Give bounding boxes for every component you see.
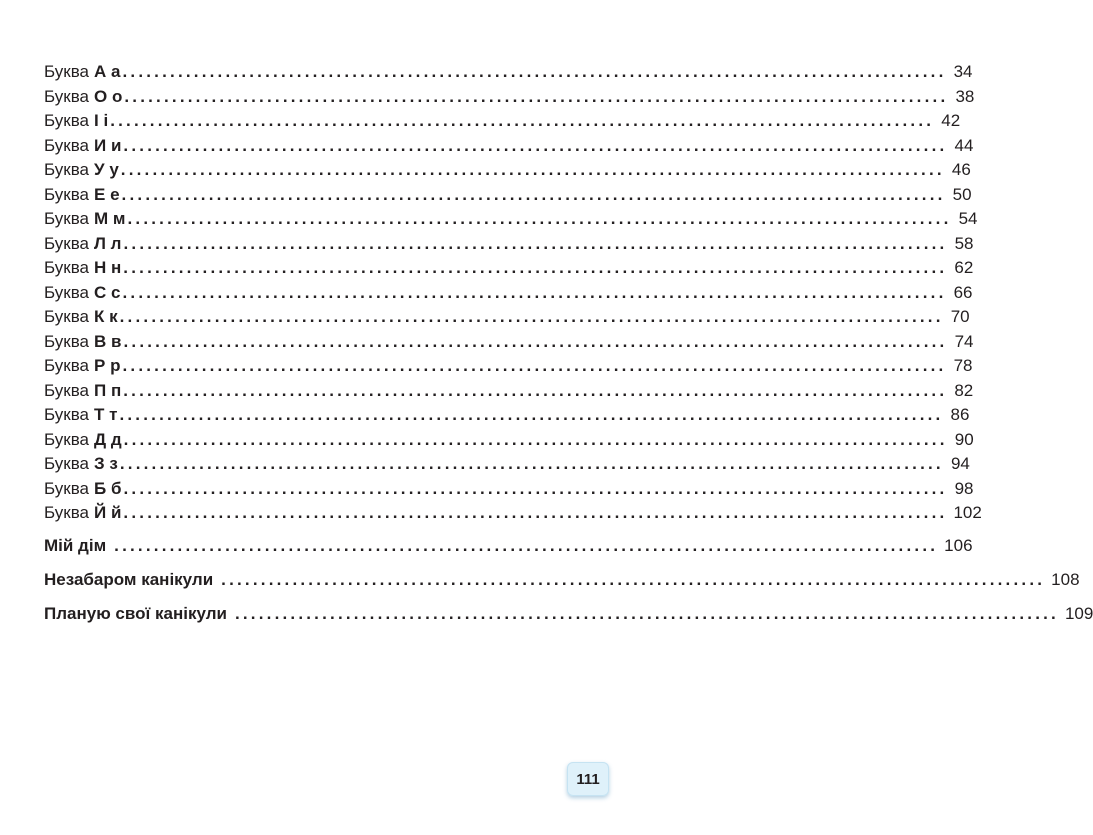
entry-page: 94 xyxy=(950,454,970,473)
toc-entry-letter-l[interactable] xyxy=(44,232,974,257)
entry-word: Буква xyxy=(44,380,90,400)
section-title: Планую свої канікули xyxy=(44,603,227,623)
toc-section-plan-holidays[interactable] xyxy=(44,597,1093,631)
dot-leader: ........................................................................................................ xyxy=(122,282,947,302)
entry-letter: Н н xyxy=(94,258,122,277)
toc-entry-letter-e[interactable] xyxy=(44,183,972,208)
entry-letter: І і xyxy=(94,111,109,130)
entry-page: 102 xyxy=(953,503,982,522)
entry-word: Буква xyxy=(44,111,90,130)
entry-letter: О о xyxy=(94,86,123,106)
dot-leader: ........................................................................................................ xyxy=(234,603,1059,623)
entry-letter: Д д xyxy=(94,429,122,449)
entry-letter: П п xyxy=(94,380,122,400)
entry-letter: Е е xyxy=(94,184,120,204)
toc-entry-letter-o[interactable] xyxy=(44,85,975,110)
toc-entry-letter-yi[interactable] xyxy=(44,501,982,526)
toc-entry-letter-k[interactable] xyxy=(44,305,970,330)
entry-word: Буква xyxy=(44,160,90,179)
entry-word: Буква xyxy=(44,454,90,473)
section-page: 109 xyxy=(1064,603,1093,623)
entry-page: 98 xyxy=(954,478,974,498)
toc-entry-letter-a[interactable] xyxy=(44,60,973,85)
entry-page: 82 xyxy=(954,380,974,400)
dot-leader: ........................................................................................................ xyxy=(122,62,947,81)
dot-leader: ........................................................................................................ xyxy=(110,111,935,130)
entry-letter: Р р xyxy=(94,356,121,375)
entry-letter: Т т xyxy=(94,405,118,424)
entry-word: Буква xyxy=(44,209,90,228)
entry-page: 34 xyxy=(953,62,973,81)
entry-word: Буква xyxy=(44,405,90,424)
entry-word: Буква xyxy=(44,258,90,277)
entry-letter: З з xyxy=(94,454,118,473)
entry-letter: Б б xyxy=(94,478,122,498)
section-title: Незабаром канікули xyxy=(44,569,214,589)
entry-word: Буква xyxy=(44,331,90,351)
toc-entry-letter-y[interactable] xyxy=(44,134,974,159)
entry-word: Буква xyxy=(44,307,90,326)
entry-page: 46 xyxy=(951,160,971,179)
toc-entry-letter-u[interactable] xyxy=(44,158,971,183)
section-page: 106 xyxy=(944,535,973,555)
dot-leader: ........................................................................................................ xyxy=(114,535,939,555)
dot-leader: ........................................................................................................ xyxy=(120,160,945,179)
entry-word: Буква xyxy=(44,233,90,253)
entry-page: 90 xyxy=(954,429,974,449)
dot-leader: ........................................................................................................ xyxy=(119,405,944,424)
entry-page: 70 xyxy=(950,307,970,326)
dot-leader: ........................................................................................................ xyxy=(123,380,948,400)
toc-section-holidays-soon[interactable] xyxy=(44,563,1080,597)
entry-word: Буква xyxy=(44,86,90,106)
entry-word: Буква xyxy=(44,478,90,498)
entry-word: Буква xyxy=(44,62,90,81)
dot-leader: ........................................................................................................ xyxy=(122,356,947,375)
dot-leader: ........................................................................................................ xyxy=(123,429,948,449)
entry-letter: В в xyxy=(94,331,122,351)
dot-leader: ........................................................................................................ xyxy=(123,478,948,498)
entry-page: 54 xyxy=(958,209,978,228)
entry-page: 50 xyxy=(952,184,972,204)
entry-letter: М м xyxy=(94,209,126,228)
dot-leader: ........................................................................................................ xyxy=(127,209,952,228)
entry-word: Буква xyxy=(44,135,90,155)
toc-entry-letter-i[interactable] xyxy=(44,109,961,134)
dot-leader: ........................................................................................................ xyxy=(221,569,1046,589)
entry-page: 78 xyxy=(953,356,973,375)
dot-leader: ........................................................................................................ xyxy=(119,454,944,473)
entry-word: Буква xyxy=(44,356,90,375)
toc-entry-letter-m[interactable] xyxy=(44,207,978,232)
toc-entry-letter-t[interactable] xyxy=(44,403,970,428)
toc-entry-letter-d[interactable] xyxy=(44,428,974,453)
entry-page: 62 xyxy=(954,258,974,277)
entry-word: Буква xyxy=(44,429,90,449)
toc-entry-letter-b[interactable] xyxy=(44,477,974,502)
entry-page: 74 xyxy=(954,331,974,351)
toc-entry-letter-s[interactable] xyxy=(44,281,973,306)
toc-entry-letter-n[interactable] xyxy=(44,256,974,281)
toc-entry-letter-p[interactable] xyxy=(44,379,974,404)
section-page: 108 xyxy=(1051,569,1080,589)
entry-word: Буква xyxy=(44,282,90,302)
dot-leader: ........................................................................................................ xyxy=(123,258,948,277)
dot-leader: ........................................................................................................ xyxy=(124,86,949,106)
entry-letter: У у xyxy=(94,160,119,179)
table-of-contents xyxy=(44,60,1093,631)
dot-leader: ........................................................................................................ xyxy=(123,233,948,253)
entry-page: 58 xyxy=(954,233,974,253)
entry-word: Буква xyxy=(44,184,90,204)
dot-leader: ........................................................................................................ xyxy=(123,135,948,155)
section-title: Мій дім xyxy=(44,535,107,555)
entry-page: 44 xyxy=(954,135,974,155)
entry-letter: Л л xyxy=(94,233,122,253)
entry-letter: А а xyxy=(94,62,121,81)
entry-letter: К к xyxy=(94,307,118,326)
entry-letter: Й й xyxy=(94,503,122,522)
toc-entry-letter-v[interactable] xyxy=(44,330,974,355)
dot-leader: ........................................................................................................ xyxy=(119,307,944,326)
entry-page: 38 xyxy=(955,86,975,106)
toc-entry-letter-z[interactable] xyxy=(44,452,970,477)
toc-section-my-home[interactable] xyxy=(44,529,973,563)
entry-page: 42 xyxy=(941,111,961,130)
toc-entry-letter-r[interactable] xyxy=(44,354,973,379)
entry-word: Буква xyxy=(44,503,90,522)
dot-leader: ........................................................................................................ xyxy=(121,184,946,204)
dot-leader: ........................................................................................................ xyxy=(123,331,948,351)
entry-letter: И и xyxy=(94,135,122,155)
page-number-badge: 111 xyxy=(567,762,609,796)
dot-leader: ........................................................................................................ xyxy=(123,503,948,522)
entry-page: 86 xyxy=(950,405,970,424)
entry-page: 66 xyxy=(953,282,973,302)
entry-letter: С с xyxy=(94,282,121,302)
